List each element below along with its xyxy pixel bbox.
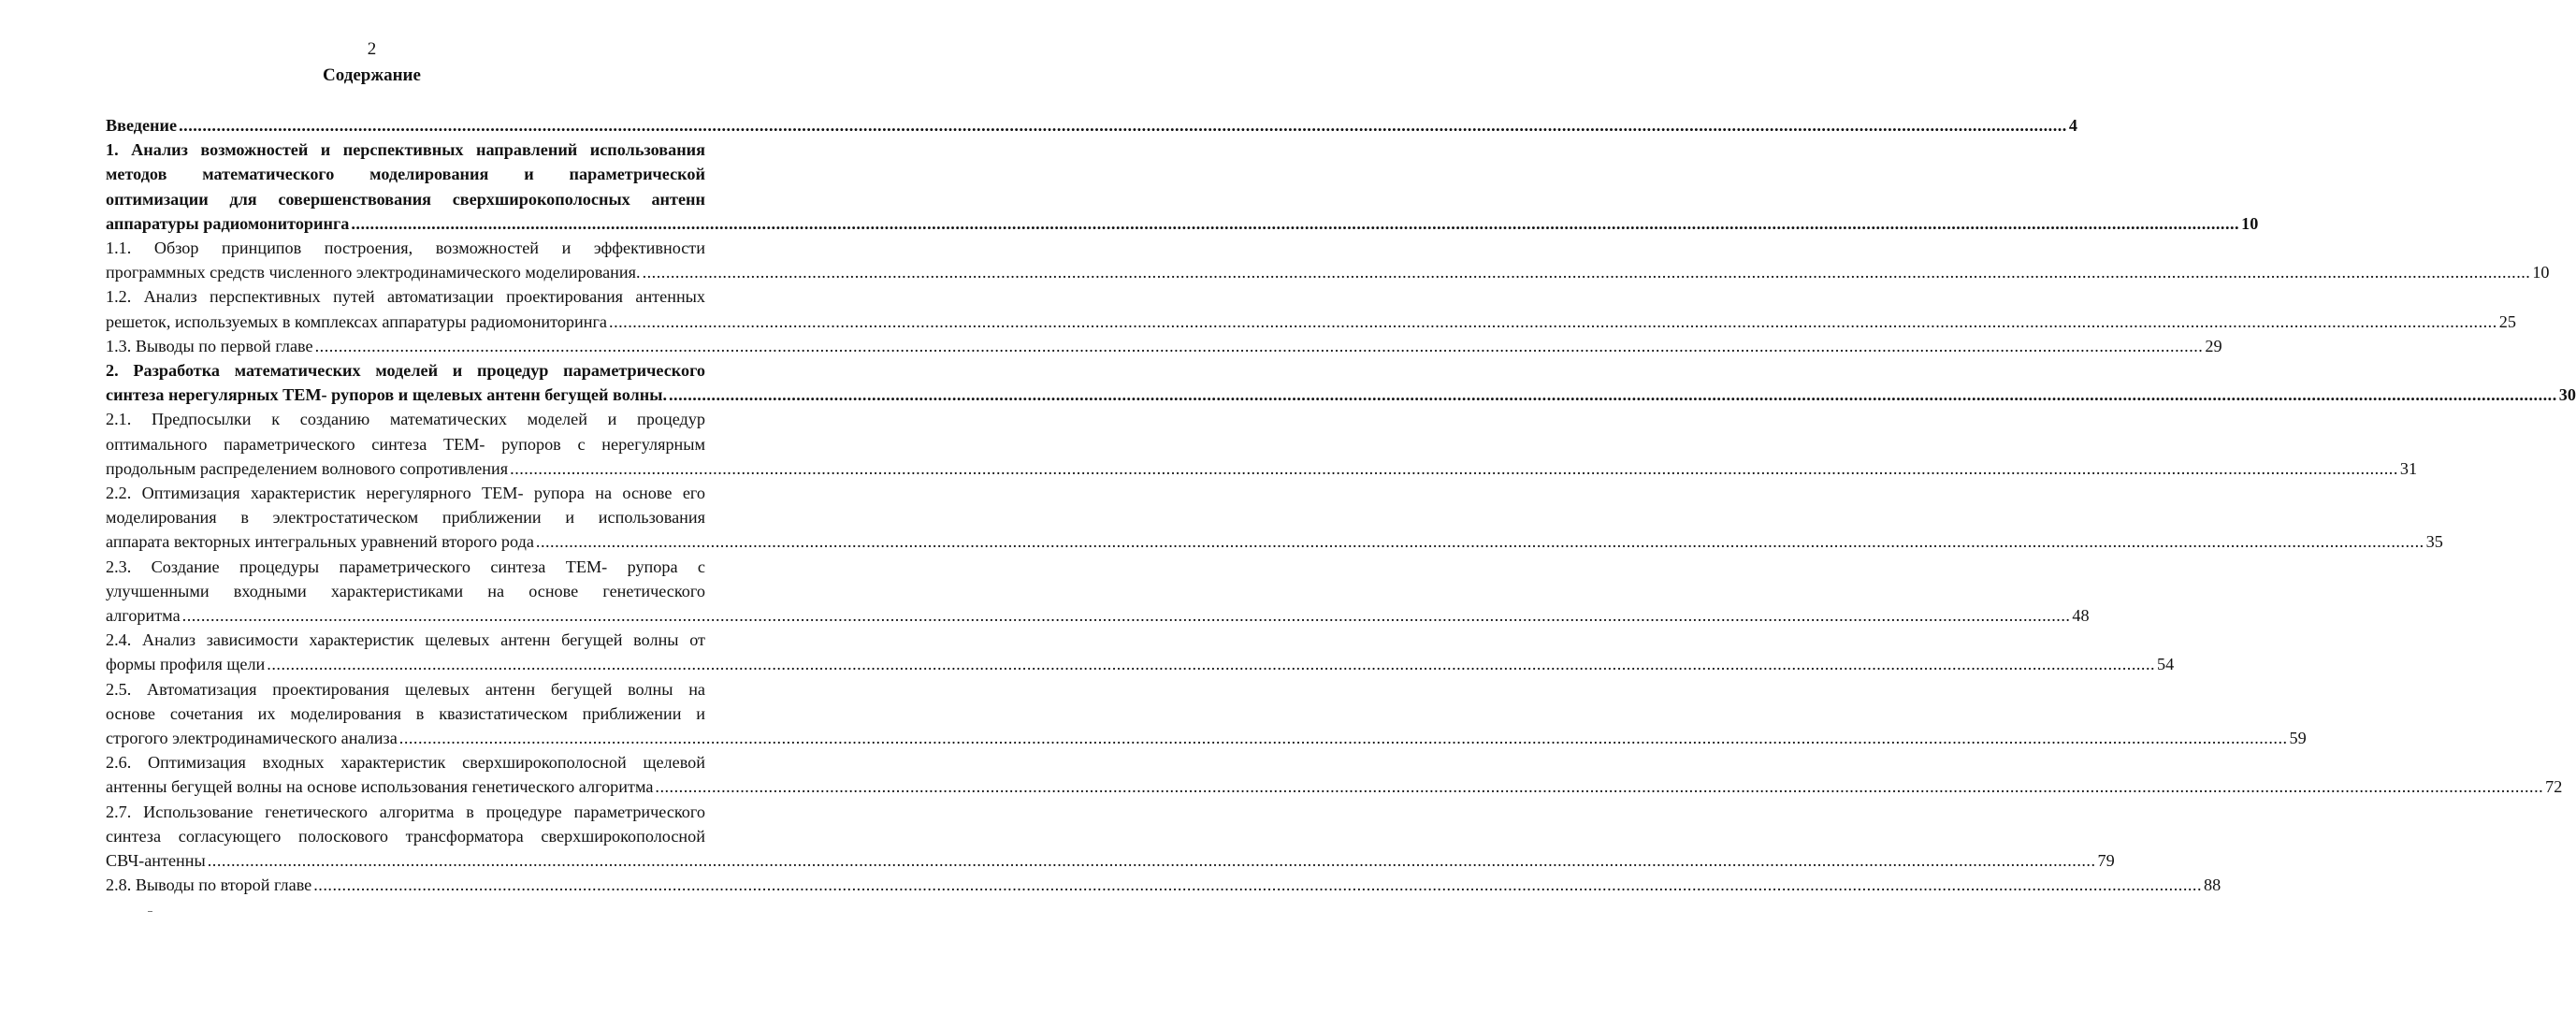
toc-leader-dots: ................................................................................................................................................................................................................................................................................................................................................................................................................ — [655, 777, 2544, 797]
toc-page-number: 35 — [2425, 532, 2443, 552]
toc-entry-line: оптимального параметрического синтеза ТЕМ- рупоров с нерегулярным — [106, 434, 705, 454]
toc-entry-line: 2.7. Использование генетического алгоритма в процедуре параметрического — [106, 802, 705, 821]
toc-entry[interactable] — [106, 555, 2090, 629]
table-of-contents — [106, 113, 2576, 898]
toc-page-number: 54 — [2157, 655, 2175, 674]
toc-entry-title: формы профиля щели — [106, 655, 266, 674]
scan-speck — [148, 911, 152, 912]
toc-entry-last-line — [106, 456, 2418, 481]
toc-entry[interactable] — [106, 284, 2516, 333]
toc-page-number: 79 — [2097, 851, 2115, 871]
toc-page-number: 48 — [2072, 606, 2090, 626]
toc-entry-last-line — [106, 848, 2115, 873]
toc-entry-line: 2.4. Анализ зависимости характеристик щелевых антенн бегущей волны от — [106, 630, 705, 650]
toc-leader-dots: ................................................................................................................................................................................................................................................................................................................................................................................................................ — [267, 655, 2156, 674]
toc-entry-title: 2.8. Выводы по второй главе — [106, 875, 312, 895]
toc-entry-last-line — [106, 310, 2516, 334]
toc-entry-last-line — [106, 211, 2259, 236]
toc-entry-title: решеток, используемых в комплексах аппаратуры радиомониторинга — [106, 311, 608, 331]
toc-entry[interactable] — [106, 628, 2175, 676]
toc-leader-dots: ................................................................................................................................................................................................................................................................................................................................................................................................................ — [642, 263, 2531, 282]
toc-entry-title: СВЧ-антенны — [106, 851, 206, 871]
toc-page-number: 25 — [2498, 311, 2516, 331]
toc-entry-line: улучшенными входными характеристиками на основе генетического — [106, 581, 705, 600]
toc-entry[interactable] — [106, 677, 2307, 751]
toc-entry-title: продольным распределением волнового сопротивления — [106, 458, 509, 478]
toc-entry[interactable] — [106, 481, 2443, 555]
toc-entry[interactable] — [106, 800, 2115, 874]
toc-leader-dots: ................................................................................................................................................................................................................................................................................................................................................................................................................ — [398, 729, 2288, 748]
toc-page-number: 59 — [2289, 729, 2307, 748]
toc-entry[interactable] — [106, 137, 2259, 236]
toc-entry-line: 1.2. Анализ перспективных путей автоматизации проектирования антенных — [106, 287, 705, 307]
toc-entry[interactable] — [106, 407, 2418, 481]
toc-entry-last-line — [106, 260, 2550, 284]
toc-leader-dots: ................................................................................................................................................................................................................................................................................................................................................................................................................ — [314, 336, 2204, 355]
page-number: 2 — [367, 39, 377, 59]
toc-entry-title: аппаратуры радиомониторинга — [106, 213, 350, 233]
toc-entry-title: синтеза нерегулярных ТЕМ- рупоров и щелевых антенн бегущей волны. — [106, 385, 667, 405]
toc-entry-line: основе сочетания их моделирования в квазистатическом приближении и — [106, 703, 705, 723]
toc-entry-title: аппарата векторных интегральных уравнений второго рода — [106, 532, 534, 552]
toc-entry-last-line — [106, 383, 2576, 407]
toc-page-number: 72 — [2545, 777, 2563, 797]
toc-entry[interactable] — [106, 334, 2222, 358]
toc-entry[interactable] — [106, 750, 2563, 799]
toc-entry-title: антенны бегущей волны на основе использования генетического алгоритма — [106, 777, 654, 797]
toc-entry-last-line — [106, 113, 2077, 137]
toc-leader-dots: ................................................................................................................................................................................................................................................................................................................................................................................................................ — [510, 458, 2398, 478]
toc-entry-line: 2.3. Создание процедуры параметрического синтеза ТЕМ- рупора с — [106, 557, 705, 576]
toc-leader-dots: ................................................................................................................................................................................................................................................................................................................................................................................................................ — [351, 213, 2240, 233]
toc-entry-last-line — [106, 529, 2443, 554]
toc-entry[interactable] — [106, 113, 2077, 137]
toc-page-number: 29 — [2205, 336, 2222, 355]
toc-page-number: 30 — [2558, 385, 2576, 405]
toc-entry-line: 1. Анализ возможностей и перспективных направлений использования — [106, 140, 705, 160]
toc-leader-dots: ................................................................................................................................................................................................................................................................................................................................................................................................................ — [181, 606, 2071, 626]
toc-entry-line: 2.2. Оптимизация характеристик нерегулярного ТЕМ- рупора на основе его — [106, 484, 705, 503]
toc-entry[interactable] — [106, 873, 2221, 897]
toc-entry-last-line — [106, 334, 2222, 358]
toc-entry[interactable] — [106, 236, 2550, 284]
toc-page-number: 31 — [2399, 458, 2418, 478]
toc-entry-line: 1.1. Обзор принципов построения, возможностей и эффективности — [106, 239, 705, 258]
toc-entry-line: 2. Разработка математических моделей и процедур параметрического — [106, 361, 705, 381]
toc-entry-title: программных средств численного электродинамического моделирования. — [106, 263, 641, 282]
toc-page-number: 10 — [2241, 213, 2259, 233]
toc-entry-line: 2.5. Автоматизация проектирования щелевых антенн бегущей волны на — [106, 679, 705, 699]
toc-entry-line: оптимизации для совершенствования сверхширокополосных антенн — [106, 189, 705, 209]
toc-leader-dots: ................................................................................................................................................................................................................................................................................................................................................................................................................ — [669, 385, 2557, 405]
toc-page-number: 88 — [2204, 875, 2221, 895]
toc-entry-last-line — [106, 726, 2307, 750]
toc-leader-dots: ................................................................................................................................................................................................................................................................................................................................................................................................................ — [609, 311, 2497, 331]
page-title: Содержание — [323, 65, 421, 85]
toc-entry-line: синтеза согласующего полоскового трансформатора сверхширокополосной — [106, 826, 705, 846]
toc-entry-last-line — [106, 652, 2175, 676]
toc-entry-title: 1.3. Выводы по первой главе — [106, 336, 313, 355]
toc-entry-line: 2.1. Предпосылки к созданию математических моделей и процедур — [106, 410, 705, 429]
toc-entry-line: методов математического моделирования и параметрической — [106, 165, 705, 184]
toc-entry-last-line — [106, 774, 2563, 799]
toc-entry-last-line — [106, 603, 2090, 628]
toc-leader-dots: ................................................................................................................................................................................................................................................................................................................................................................................................................ — [207, 851, 2096, 871]
toc-leader-dots: ................................................................................................................................................................................................................................................................................................................................................................................................................ — [535, 532, 2424, 552]
toc-entry-title: строгого электродинамического анализа — [106, 729, 398, 748]
toc-page-number: 10 — [2532, 263, 2550, 282]
toc-entry-line: моделирования в электростатическом приближении и использования — [106, 508, 705, 528]
toc-page-number: 4 — [2068, 116, 2077, 135]
toc-entry-line: 2.6. Оптимизация входных характеристик сверхширокополосной щелевой — [106, 753, 705, 773]
toc-entry-last-line — [106, 873, 2221, 897]
toc-leader-dots: ................................................................................................................................................................................................................................................................................................................................................................................................................ — [313, 875, 2202, 895]
toc-entry-title: Введение — [106, 116, 178, 135]
toc-entry[interactable] — [106, 358, 2576, 407]
toc-entry-title: алгоритма — [106, 606, 181, 626]
toc-leader-dots: ................................................................................................................................................................................................................................................................................................................................................................................................................ — [179, 116, 2067, 135]
